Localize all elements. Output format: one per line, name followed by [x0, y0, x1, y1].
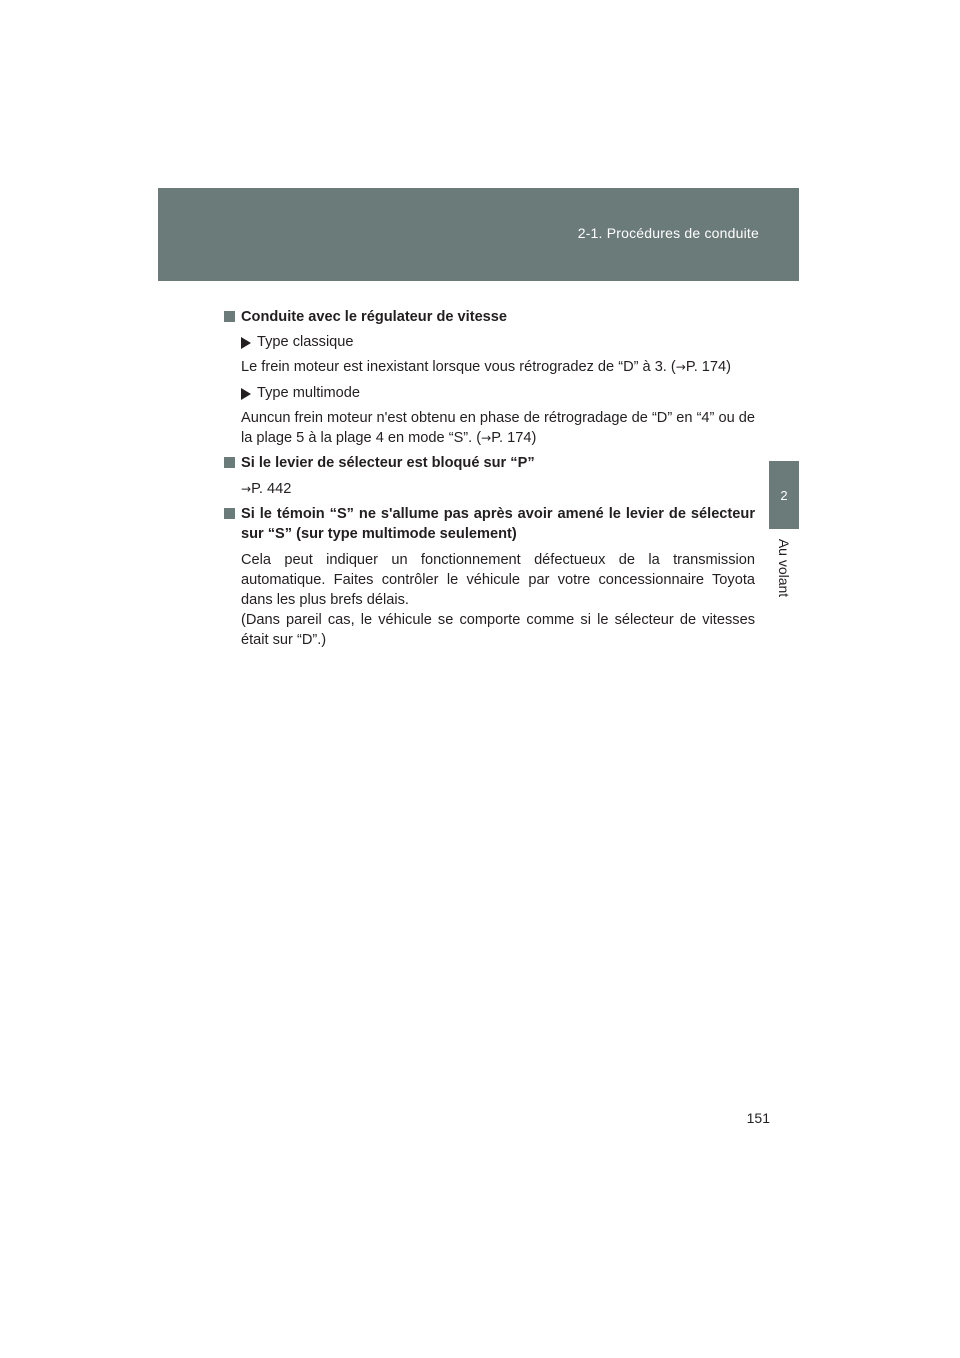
- page-reference[interactable]: P. 174): [685, 359, 732, 375]
- chapter-number: 2: [780, 487, 788, 503]
- paragraph: Auncun frein moteur n'est obtenu en phase de rétrogradage de “D” en “4” ou de la plage 5 à la plage 4 en mode “S”. (→P. 174): [241, 410, 755, 446]
- arrow-icon: →: [675, 360, 686, 374]
- arrow-icon: →: [241, 482, 252, 496]
- section-heading: Si le témoin “S” ne s'allume pas après avoir amené le levier de sélecteur sur “S” (sur type multimode seulement): [224, 504, 755, 544]
- arrow-icon: →: [481, 431, 492, 445]
- square-bullet-icon: [224, 311, 235, 322]
- sub-item-label: Type multimode: [257, 385, 361, 401]
- square-bullet-icon: [224, 508, 235, 519]
- triangle-bullet-icon: [241, 337, 251, 349]
- chapter-tab: [769, 461, 799, 529]
- header-band: [158, 188, 799, 281]
- page-number: 151: [746, 1110, 770, 1126]
- sub-item-classic: [224, 332, 755, 352]
- section-title: 2-1. Procédures de conduite: [577, 225, 759, 241]
- sub-item-multimode: [224, 383, 755, 403]
- page-content: [224, 307, 755, 650]
- square-bullet-icon: [224, 457, 235, 468]
- section-heading: Si le levier de sélecteur est bloqué sur “P”: [224, 453, 755, 473]
- chapter-label: Au volant: [776, 538, 792, 598]
- section-heading: Conduite avec le régulateur de vitesse: [224, 307, 755, 327]
- paragraph: Le frein moteur est inexistant lorsque vous rétrogradez de “D” à 3. (→P. 174): [241, 359, 732, 375]
- page-reference[interactable]: P. 174): [491, 430, 537, 446]
- triangle-bullet-icon: [241, 388, 251, 400]
- paragraph: [224, 479, 755, 499]
- sub-item-label: Type classique: [257, 334, 354, 350]
- paragraph: Cela peut indiquer un fonctionnement défectueux de la transmission automatique. Faites contrôler le véhicule par votre concessionnaire Toyota dans les plus brefs délais.: [241, 552, 755, 608]
- page-reference[interactable]: P. 442: [251, 481, 292, 497]
- paragraph: (Dans pareil cas, le véhicule se comporte comme si le sélecteur de vitesses était sur “D”.): [241, 612, 755, 648]
